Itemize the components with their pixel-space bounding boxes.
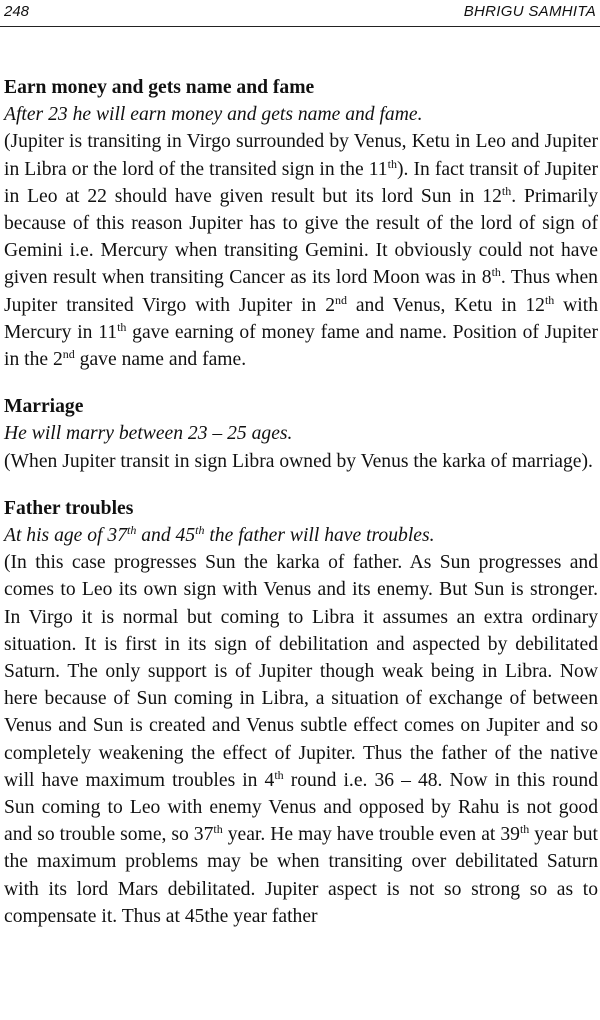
section-lead: He will marry between 23 – 25 ages. — [4, 423, 293, 445]
page-header — [0, 0, 600, 27]
section-father-troubles — [4, 495, 598, 930]
text-run: (When Jupiter transit in sign Libra owned by Venus the karka of marriage). — [4, 450, 593, 472]
section-body — [4, 549, 598, 930]
section-marriage — [4, 393, 598, 475]
section-heading: Father troubles — [4, 497, 134, 519]
text-run: year. He may have trouble even at 39 — [222, 824, 520, 846]
section-heading: Marriage — [4, 396, 84, 418]
body-paragraph — [4, 128, 598, 373]
body-paragraph — [4, 549, 598, 930]
ordinal-suffix: th — [501, 183, 512, 198]
text-run: round i.e. 36 – 48. Now in this round Sun coming to Leo with enemy Venus and opposed by Rahu is not good and so trouble some, so 37 — [4, 769, 598, 846]
text-run: the father will have troubles. — [204, 525, 435, 547]
text-run: (In this case progresses Sun the karka of father. As Sun progresses and comes to Leo its own sign with Venus and its enemy. But Sun is stronger. In Virgo it is normal but coming to Libra it assumes an extra ordinary situation. It is first in its sign of debilitation and aspected by debilitated Saturn. The only support is of Jupiter though weak being in Libra. Now here because of Sun coming in Libra, a situation of exchange of between Venus and Sun is created and Venus subtle effect comes on Jupiter and so completely weakening the effect of Jupiter. Thus the father of the native will have maximum troubles in 4 — [4, 552, 598, 791]
ordinal-suffix: th — [195, 523, 205, 538]
section-lead — [4, 522, 598, 549]
section-heading: Earn money and gets name and fame — [4, 77, 315, 98]
ordinal-suffix: th — [213, 822, 223, 837]
ordinal-suffix: th — [117, 319, 127, 334]
running-title: BHRIGU SAMHITA — [463, 3, 596, 20]
body-paragraph — [4, 448, 598, 475]
ordinal-suffix: th — [387, 156, 397, 171]
section-lead: After 23 he will earn money and gets name and fame. — [4, 104, 423, 126]
page-number: 248 — [4, 3, 30, 20]
ordinal-suffix: th — [519, 822, 530, 837]
text-run: . Primarily because of this reason Jupiter has to give the result of the lord of sign of Gemini i.e. Mercury when transiting Gemini. It obviously could not have given result when transiting Cancer as its lord Moon was in 8 — [4, 185, 598, 289]
text-run: At his age of 37 — [4, 525, 127, 547]
text-run: gave earning of money fame and name. Position of Jupiter in the 2 — [4, 321, 598, 371]
text-run: and 45 — [136, 525, 196, 547]
text-run: and Venus, Ketu in 12 — [347, 294, 545, 316]
section-body — [4, 448, 598, 475]
ordinal-suffix: th — [491, 265, 501, 280]
ordinal-suffix: nd — [335, 292, 347, 307]
text-run: ). In fact transit of Jupiter in Leo at 22 should have given result but its lord Sun in 12 — [4, 158, 598, 207]
text-run: . Thus when Jupiter transited Virgo with Jupiter in 2 — [4, 267, 598, 316]
text-run: with Mercury in 11 — [4, 294, 598, 343]
ordinal-suffix: nd — [62, 347, 75, 362]
text-run: year but the maximum problems may be when transiting over debilitated Saturn with its lord Mars debilitated. Jupiter aspect is not so strong so as to compensate it. Thus at 45the year father — [4, 824, 598, 927]
page-content — [4, 74, 598, 950]
text-run: gave name and fame. — [74, 349, 247, 371]
section-earn-money — [4, 74, 598, 373]
section-body — [4, 128, 598, 373]
text-run: (Jupiter is transiting in Virgo surrounded by Venus, Ketu in Leo and Jupiter in Libra or the lord of the transited sign in the 11 — [4, 131, 598, 180]
ordinal-suffix: th — [544, 292, 555, 307]
ordinal-suffix: th — [127, 523, 137, 538]
ordinal-suffix: th — [274, 767, 284, 782]
